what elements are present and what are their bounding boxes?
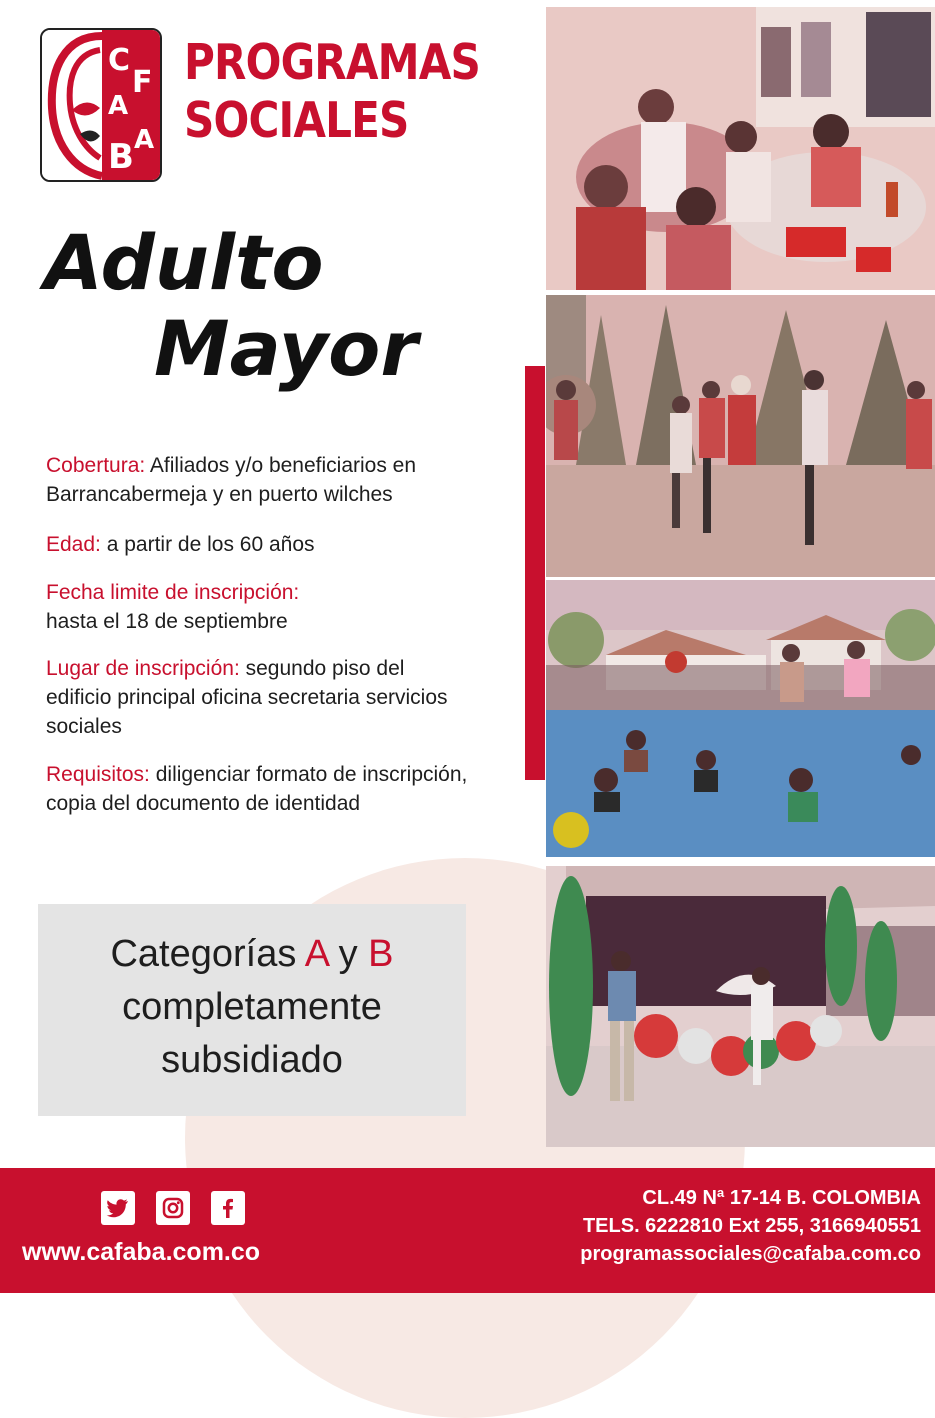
category-b: B (368, 933, 394, 975)
info-lugar (46, 654, 466, 741)
footer (0, 1168, 935, 1293)
email-text[interactable]: programassociales@cafaba.com.co (580, 1243, 921, 1265)
info-label: Edad: (46, 533, 101, 556)
address-text: CL.49 Nª 17-14 B. COLOMBIA (642, 1187, 921, 1209)
accent-bar (525, 366, 545, 780)
info-text: hasta el 18 de septiembre (46, 610, 288, 633)
photo-party-stage (546, 866, 935, 1147)
svg-text:B: B (108, 137, 134, 177)
title-line-1: PROGRAMAS (184, 34, 480, 91)
categories-box (38, 904, 466, 1116)
facebook-icon[interactable] (211, 1191, 245, 1225)
photo-outdoor-walk (546, 295, 935, 577)
twitter-icon[interactable] (101, 1191, 135, 1225)
categories-line-2: completamente (122, 986, 382, 1028)
info-fecha-limite (46, 578, 526, 636)
cafaba-logo (40, 28, 162, 182)
programas-sociales-title (184, 34, 480, 150)
category-a: A (304, 933, 329, 975)
website-link[interactable]: www.cafaba.com.co (22, 1238, 261, 1266)
categories-middle: y (328, 933, 369, 975)
headline-line-1: Adulto (44, 218, 324, 307)
info-text: a partir de los 60 años (100, 533, 315, 556)
categories-prefix: Categorías (110, 933, 305, 975)
info-edad (46, 530, 526, 559)
headline-line-2: Mayor (154, 304, 418, 393)
info-text: segundo piso del edificio principal oficina secretaria servicios sociales (46, 657, 448, 738)
svg-text:F: F (132, 65, 153, 100)
title-line-2: SOCIALES (184, 92, 409, 149)
svg-text:A: A (134, 125, 155, 155)
svg-text:A: A (108, 91, 129, 121)
info-label: Requisitos: (46, 763, 150, 786)
info-text: Afiliados y/o beneficiarios en Barrancabermeja y en puerto wilches (46, 454, 417, 506)
contact-info (580, 1184, 921, 1268)
info-requisitos (46, 760, 476, 818)
instagram-icon[interactable] (156, 1191, 190, 1225)
photo-pool-exercise (546, 580, 935, 857)
headline (44, 220, 418, 392)
info-cobertura (46, 451, 526, 509)
photo-crafts-workshop (546, 7, 935, 290)
info-label: Lugar de inscripción: (46, 657, 240, 680)
svg-text:C: C (108, 43, 131, 78)
info-label: Cobertura: (46, 454, 146, 477)
info-label: Fecha limite de inscripción: (46, 581, 300, 604)
phones-text: TELS. 6222810 Ext 255, 3166940551 (582, 1215, 921, 1237)
categories-line-3: subsidiado (161, 1039, 343, 1081)
info-text: diligenciar formato de inscripción, copia del documento de identidad (46, 763, 468, 815)
categories-text (38, 928, 466, 1087)
